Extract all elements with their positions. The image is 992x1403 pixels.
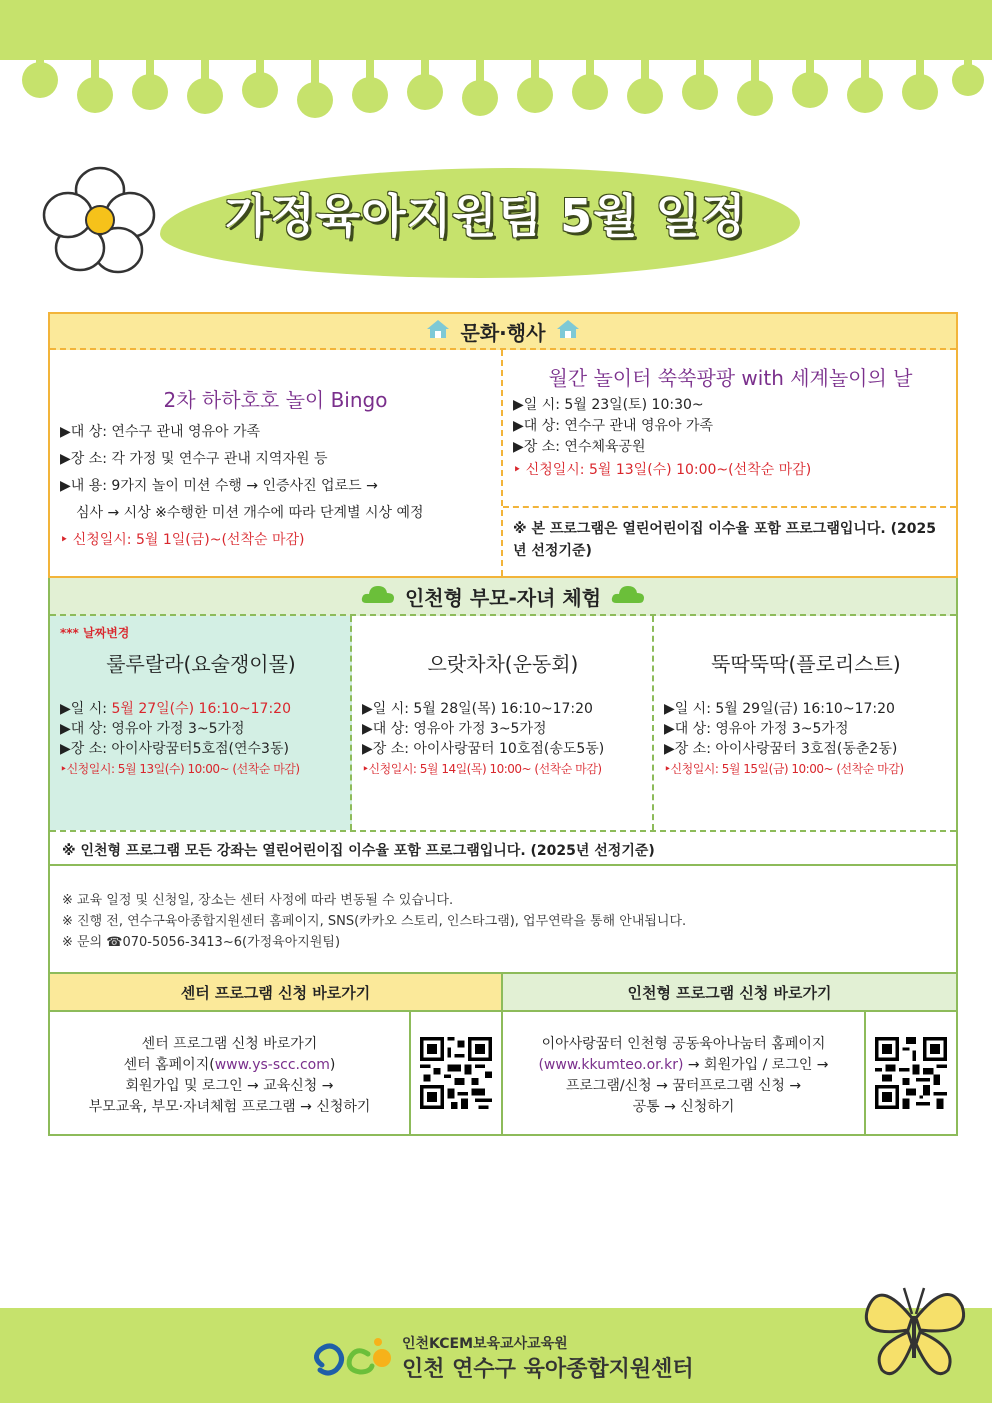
- program-apply-date: ‣신청일시: 5월 14일(목) 10:00~ (선착순 마감): [361, 762, 602, 776]
- notice-line: ※ 진행 전, 연수구육아종합지원센터 홈페이지, SNS(카카오 스토리, 인스타그램), 업무연락을 통해 안내됩니다.: [62, 914, 687, 929]
- program-target: ▶대 상: 영유아 가정 3~5가정: [663, 721, 849, 737]
- main-content: [48, 312, 958, 1136]
- house-icon: [555, 318, 581, 345]
- notices-box: [48, 866, 958, 974]
- notice-line: ※ 교육 일정 및 신청일, 장소는 센터 사정에 따라 변동될 수 있습니다.: [62, 893, 454, 908]
- program-target: ▶대 상: 연수구 관내 영유아 가족: [60, 424, 261, 440]
- center-link-heading: 센터 프로그램 신청 바로가기: [50, 974, 501, 1012]
- program-title: 2차 하하호호 놀이 Bingo: [163, 388, 388, 412]
- page-title: 가정육아지원팀 5월 일정: [225, 189, 747, 243]
- instruction-line: 이아사랑꿈터 인천형 공동육아나눔터 홈페이지: [541, 1036, 826, 1052]
- cloud-icon: [361, 583, 395, 610]
- program-place: ▶장 소: 아이사랑꿈터5호점(연수3동): [60, 741, 289, 757]
- incheon-link-heading: 인천형 프로그램 신청 바로가기: [503, 974, 956, 1012]
- program-place: ▶장 소: 각 가정 및 연수구 관내 지역자원 등: [60, 451, 328, 467]
- program-date: ▶일 시: 5월 29일(금) 16:10~17:20: [663, 701, 895, 717]
- program-date: ▶일 시: 5월 27일(수) 16:10~17:20: [60, 701, 291, 717]
- incheon-program-3: [654, 616, 956, 830]
- instruction-line: (www.kkumteo.or.kr) → 회원가입 / 로그인 →: [538, 1057, 829, 1073]
- center-logo-icon: [312, 1330, 402, 1380]
- instruction-line: 부모교육, 부모·자녀체험 프로그램 → 신청하기: [88, 1099, 371, 1115]
- butterfly-icon: [850, 1258, 980, 1388]
- incheon-section: [48, 578, 958, 866]
- notice-line: ※ 문의 ☎070-5056-3413~6(가정육아지원팀): [62, 935, 341, 950]
- center-link-instructions: [50, 1012, 411, 1134]
- center-link-block: [50, 974, 503, 1134]
- program-title: 뚝딱뚝딱(플로리스트): [711, 652, 901, 676]
- program-title: 으랏차차(운동회): [427, 652, 579, 676]
- kkumteo-homepage-link[interactable]: (www.kkumteo.or.kr): [538, 1057, 684, 1073]
- program-title: 월간 놀이터 쑥쑥팡팡 with 세계놀이의 날: [548, 366, 913, 390]
- instruction-line: 회원가입 및 로그인 → 교육신청 →: [125, 1078, 334, 1094]
- org-name: 인천 연수구 육아종합지원센터: [402, 1357, 694, 1382]
- program-target: ▶대 상: 연수구 관내 영유아 가족: [513, 418, 714, 434]
- incheon-link-instructions: [503, 1012, 866, 1134]
- title-area: [40, 150, 840, 290]
- incheon-link-body: [503, 1012, 956, 1134]
- culture-heading: 문화·행사: [460, 320, 546, 345]
- bingo-program: [50, 350, 503, 576]
- program-date: ▶일 시: 5월 23일(토) 10:30~: [513, 397, 704, 413]
- instruction-line: 센터 프로그램 신청 바로가기: [141, 1036, 318, 1052]
- culture-body: [50, 350, 956, 576]
- incheon-heading: 인천형 부모-자녀 체험: [404, 585, 602, 610]
- program-apply-date: ‣ 신청일시: 5월 1일(금)~(선착순 마감): [60, 532, 305, 548]
- playground-program: [503, 350, 956, 508]
- program-content: ▶내 용: 9가지 놀이 미션 수행 → 인증사진 업로드 →: [60, 478, 378, 494]
- flower-icon: [40, 160, 160, 280]
- incheon-program-2: [352, 616, 654, 830]
- instruction-line: 프로그램/신청 → 꿈터프로그램 신청 →: [565, 1078, 802, 1094]
- program-apply-date: ‣ 신청일시: 5월 13일(수) 10:00~(선착순 마감): [513, 462, 812, 478]
- culture-note: ※ 본 프로그램은 열린어린이집 이수율 포함 프로그램입니다. (2025년 선정기준): [513, 521, 936, 559]
- program-place: ▶장 소: 연수체육공원: [513, 439, 646, 455]
- application-links: [48, 974, 958, 1136]
- top-banner: [0, 0, 992, 140]
- date-changed-mark: *** 날짜변경: [60, 626, 130, 640]
- program-date: ▶일 시: 5월 28일(목) 16:10~17:20: [361, 701, 593, 717]
- house-icon: [425, 318, 451, 345]
- center-qr-code[interactable]: [411, 1012, 501, 1134]
- program-target: ▶대 상: 영유아 가정 3~5가정: [60, 721, 245, 737]
- top-scallop-decoration: [0, 0, 992, 140]
- incheon-note: ※ 인천형 프로그램 모든 강좌는 열린어린이집 이수율 포함 프로그램입니다. (2025년 선정기준): [62, 843, 655, 859]
- incheon-heading-bar: [50, 578, 956, 616]
- culture-section: [48, 312, 958, 578]
- program-title: 룰루랄라(요술쟁이몰): [106, 652, 296, 676]
- instruction-line: 센터 홈페이지(www.ys-scc.com): [123, 1057, 336, 1073]
- center-link-body: [50, 1012, 501, 1134]
- program-place: ▶장 소: 아이사랑꿈터 10호점(송도5동): [361, 741, 605, 757]
- program-target: ▶대 상: 영유아 가정 3~5가정: [361, 721, 547, 737]
- program-apply-date: ‣신청일시: 5월 13일(수) 10:00~ (선착순 마감): [60, 762, 300, 776]
- incheon-programs: [50, 616, 956, 832]
- cloud-icon: [611, 583, 645, 610]
- program-place: ▶장 소: 아이사랑꿈터 3호점(동춘2동): [663, 741, 898, 757]
- culture-heading-bar: [50, 314, 956, 350]
- incheon-link-block: [503, 974, 956, 1134]
- playground-program-column: [503, 350, 956, 576]
- program-apply-date: ‣신청일시: 5월 15일(금) 10:00~ (선착순 마감): [663, 762, 904, 776]
- center-homepage-link[interactable]: www.ys-scc.com: [214, 1057, 330, 1073]
- org-subtitle: 인천KCEM보육교사교육원: [402, 1336, 568, 1352]
- incheon-program-1: [50, 616, 352, 830]
- program-content-cont: 심사 → 시상 ※수행한 미션 개수에 따라 단계별 시상 예정: [76, 505, 424, 521]
- instruction-line: 공통 → 신청하기: [632, 1099, 735, 1115]
- incheon-qr-code[interactable]: [866, 1012, 956, 1134]
